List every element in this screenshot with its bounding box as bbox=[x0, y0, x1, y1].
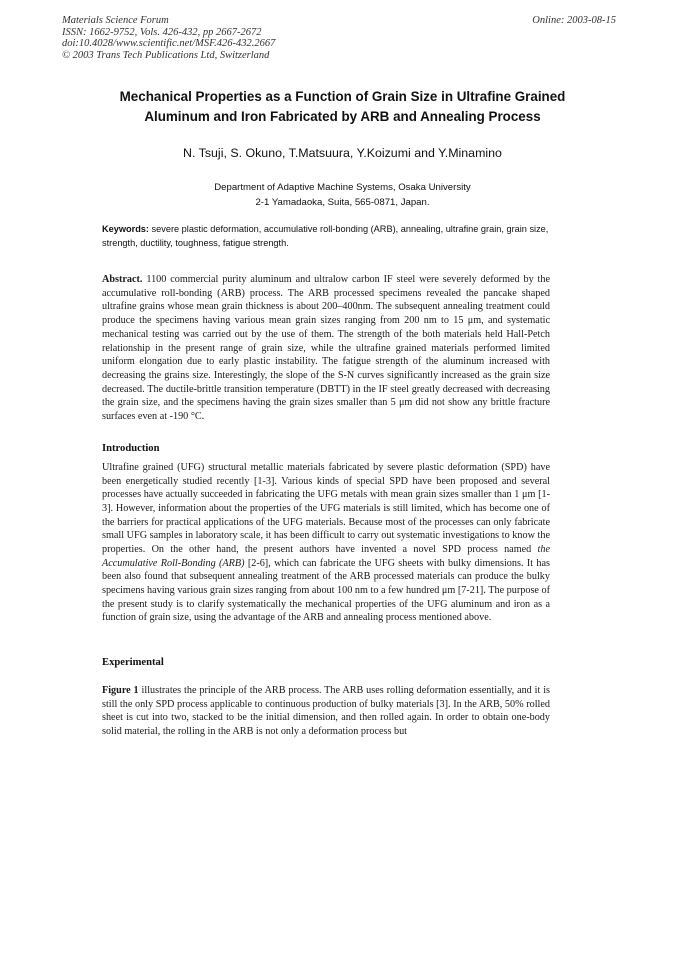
journal-header bbox=[62, 15, 275, 61]
journal-name: Materials Science Forum bbox=[62, 15, 169, 26]
title-line-1: Mechanical Properties as a Function of Grain Size in Ultrafine Grained bbox=[119, 89, 566, 104]
keywords-text: severe plastic deformation, accumulative roll-bonding (ARB), annealing, ultrafine grain, grain size, strength, ductility, toughness, fatigue strength. bbox=[102, 224, 549, 248]
introduction-heading: Introduction bbox=[102, 443, 160, 454]
issn-line: ISSN: 1662-9752, Vols. 426-432, pp 2667-2672 bbox=[62, 26, 262, 38]
experimental-heading: Experimental bbox=[102, 657, 164, 668]
abstract-block bbox=[102, 273, 550, 424]
introduction-paragraph bbox=[102, 461, 550, 625]
keywords-block bbox=[102, 223, 550, 250]
online-date: Online: 2003-08-15 bbox=[532, 15, 616, 26]
introduction-text-part-1: Ultrafine grained (UFG) structural metallic materials fabricated by severe plastic deformation (SPD) have been energetically studied recently [1-3]. Various kinds of special SPD have been proposed and several processes have actually succeeded in fabricating the UFG metals with mean grain sizes smaller than 1 μm [1-3]. However, information about the properties of the UFG materials is still limited, which has become one of the barriers for practical applications of the UFG materials. Because most of the processes can only fabricate small UFG samples in laboratory scale, it has been difficult to carry out systematic investigations to know the properties. On the other hand, the present authors have invented a novel SPD process named bbox=[102, 462, 550, 555]
introduction-text-part-2: [2-6], which can fabricate the UFG sheets with bulky dimensions. It has been also found that subsequent annealing treatment of the ARB processed materials can produce the bulky specimens having various grain sizes ranging from about 100 nm to a few hundred μm [7-21]. The purpose of the present study is to clarify systematically the mechanical properties of the UFG aluminum and iron as a function of grain size, using the advantage of the ARB and annealing process mentioned above. bbox=[102, 557, 550, 624]
paper-title bbox=[90, 87, 595, 127]
affiliation-department: Department of Adaptive Machine Systems, Osaka University bbox=[214, 182, 471, 193]
experimental-paragraph bbox=[102, 684, 550, 739]
copyright-line: © 2003 Trans Tech Publications Ltd, Switzerland bbox=[62, 49, 270, 61]
keywords-label: Keywords: bbox=[102, 224, 149, 234]
author-list: N. Tsuji, S. Okuno, T.Matsuura, Y.Koizumi and Y.Minamino bbox=[183, 146, 502, 160]
abstract-label: Abstract. bbox=[102, 274, 143, 285]
introduction-italic-term: the Accumulative Roll-Bonding (ARB) bbox=[102, 543, 550, 569]
affiliation-address: 2-1 Yamadaoka, Suita, 565-0871, Japan. bbox=[255, 197, 430, 208]
affiliation bbox=[80, 180, 605, 210]
doi-line: doi:10.4028/www.scientific.net/MSF.426-432.2667 bbox=[62, 38, 276, 49]
experimental-text: illustrates the principle of the ARB process. The ARB uses rolling deformation essentially, and it is still the only SPD process applicable to continuous production of bulky materials [3]. In the ARB, 50% rolled sheet is cut into two, stacked to be the initial dimension, and then rolled again. In order to obtain one-body solid material, the rolling in the ARB is not only a deformation process but bbox=[102, 685, 550, 737]
abstract-text: 1100 commercial purity aluminum and ultralow carbon IF steel were severely deformed by the accumulative roll-bonding (ARB) process. The ARB processed specimens revealed the pancake shaped ultrafine grains whose mean grain thickness is about 200–400nm. The subsequent annealing treatment could produce the specimens having various mean grain sizes ranging from 200 nm to 15 μm, and systematic mechanical testing was carried out by the use of them. The strength of the both materials held Hall-Petch relationship in the present range of grain size, while the ultrafine grained materials performed limited uniform elongation due to early plastic instability. The fatigue strength of the aluminum increased with decreasing the grains size. Interestingly, the slope of the S-N curves significantly increased as the grain size decreased. The ductile-brittle transition temperature (DBTT) in the IF steel greatly decreased with decreasing the grain size, and the specimens having the grain sizes smaller than 5 μm did not show any brittle fracture surfaces even at -190 °C. bbox=[102, 274, 551, 423]
title-line-2: Aluminum and Iron Fabricated by ARB and Annealing Process bbox=[144, 109, 541, 124]
figure-reference: Figure 1 bbox=[102, 685, 139, 696]
